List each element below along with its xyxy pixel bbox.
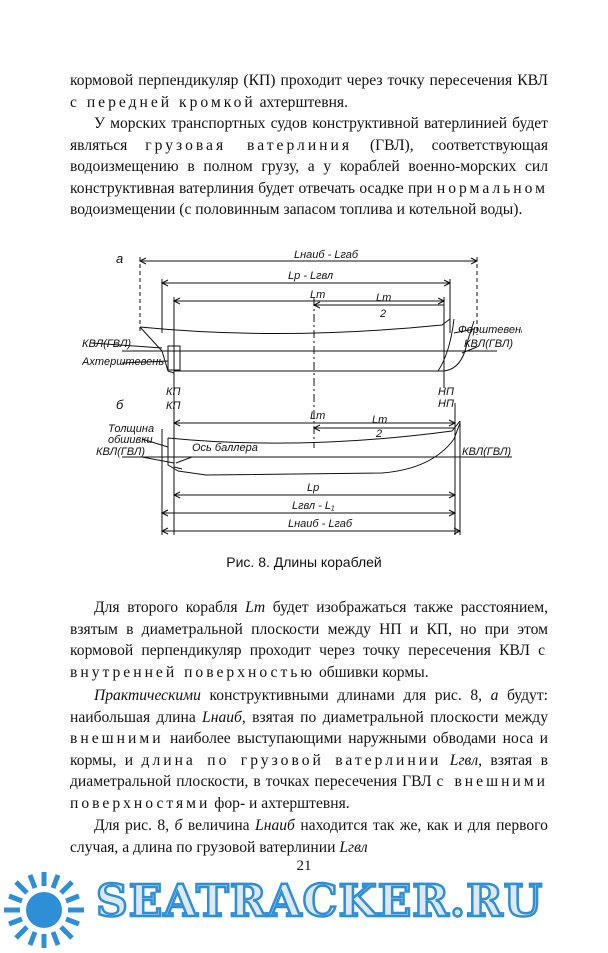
italic-text: б — [174, 817, 183, 834]
rudder-b — [174, 441, 182, 469]
paragraph-4 — [70, 685, 548, 815]
page-number: 21 — [296, 858, 312, 874]
figure-caption: Рис. 8. Длины кораблей — [226, 554, 382, 570]
paragraph-2 — [70, 113, 548, 221]
figure-b-label: б — [116, 397, 124, 412]
label-dim-gvl-b: Lгвл - L₁ — [292, 500, 335, 512]
text: величина — [182, 817, 256, 834]
text: находится так же, как и для первого случая, а длина по грузовой ватерлинии — [70, 817, 548, 856]
hull-bottom-a — [174, 321, 474, 371]
label-kvl-a: КВЛ(ГВЛ) — [82, 338, 132, 350]
label-dim-half-den-a: 2 — [380, 308, 387, 320]
label-dim-p-a: Lр - Lгвл — [288, 270, 334, 282]
label-dim-total-a: Lнаиб - Lгаб — [294, 249, 359, 261]
text: Для рис. 8, — [94, 817, 175, 834]
text: (ГВЛ), соответствующая водоизмещению в полном грузу, а у кораблей военно-морских сил конструктивная ватерлиния будет отвечать осадке при — [70, 136, 548, 197]
label-kp-a: КП — [166, 386, 181, 398]
label-os-ballera: Ось баллера — [192, 442, 258, 454]
text: , взятая в диаметральной плоскости, в точках пересечения ГВЛ — [70, 751, 548, 791]
label-obshivki: обшивки — [108, 434, 153, 446]
hull-deck-a — [140, 319, 450, 334]
label-kp-b: КП — [166, 400, 181, 412]
text: будет изображаться также расстоянием, взятым в диаметральной плоскости между НП и КП, но при этом кормовой перпендикуляр проходит через точку пересечения КВЛ — [70, 599, 548, 660]
text: конструктивными длинами для рис. 8, — [200, 687, 491, 704]
figure-a-label: а — [116, 251, 124, 266]
label-np-a: НП — [438, 386, 454, 398]
label-akhtershteven: Ахтерштевень — [82, 356, 165, 368]
text: , взятая по диаметральной плоскости между — [241, 708, 548, 726]
spaced-text: нормальном — [436, 179, 548, 197]
italic-text: Практическими — [94, 687, 201, 704]
label-dim-t-a: Lт — [310, 289, 326, 301]
math-symbol: Lт — [245, 599, 266, 616]
spaced-text: с внутренней поверхностью — [70, 642, 548, 681]
label-dim-half-a: Lт — [376, 292, 392, 304]
spaced-text: длина по грузовой ватерлинии — [141, 751, 442, 769]
math-symbol: Lгвл — [339, 838, 368, 856]
text: ахтерштевня. — [255, 93, 349, 111]
paragraph-1 — [70, 70, 548, 113]
watermark-text: SEATRACKER.RU — [96, 876, 544, 927]
text: будут: наибольшая длина — [70, 687, 548, 726]
spaced-text: внешними — [70, 730, 164, 748]
label-dim-half-den-b: 2 — [376, 428, 383, 440]
label-tolshchina: Толщина — [108, 423, 155, 435]
math-symbol: Lнаиб — [255, 817, 295, 834]
paragraph-5 — [70, 815, 548, 858]
text: кормовой перпендикуляр (КП) проходит через точку пересечения КВЛ — [70, 72, 548, 89]
spaced-text: с внешними поверхностями — [70, 773, 548, 812]
math-symbol: Lгвл — [441, 751, 479, 769]
text: обшивки кормы. — [315, 663, 429, 681]
text: водоизмещении (с половинным запасом топлива и котельной воды). — [70, 201, 523, 219]
label-dim-half-b: Lт — [372, 414, 388, 426]
label-forshteven: Форштевень — [458, 324, 522, 336]
figure-ship-lengths — [82, 243, 522, 543]
figure-svg — [82, 243, 522, 543]
text: У морских транспортных судов конструктивной ватерлинией будет являться — [70, 115, 548, 154]
text: наиболее выступающими наружными обводами носа и кормы, и — [70, 730, 548, 769]
italic-text: а — [490, 687, 499, 704]
text: фор- и ахтерштевня. — [210, 794, 350, 812]
spaced-text: с передней кромкой — [70, 93, 256, 111]
label-kvl-b: КВЛ(ГВЛ) — [96, 446, 146, 458]
spaced-text: грузовая ватерлиния — [145, 136, 353, 154]
math-symbol: Lнаиб — [202, 708, 242, 726]
label-kvl-right-a: КВЛ(ГВЛ) — [464, 338, 514, 350]
text: Для второго корабля — [94, 599, 246, 616]
label-np-b: НП — [438, 398, 454, 410]
label-dim-p-b: Lр — [307, 482, 320, 494]
label-dim-t-b: Lт — [310, 410, 326, 422]
label-dim-total-b: Lнаиб - Lгаб — [288, 518, 353, 530]
paragraph-3 — [70, 597, 548, 683]
label-kvl-right-b: КВЛ(ГВЛ) — [462, 446, 512, 458]
